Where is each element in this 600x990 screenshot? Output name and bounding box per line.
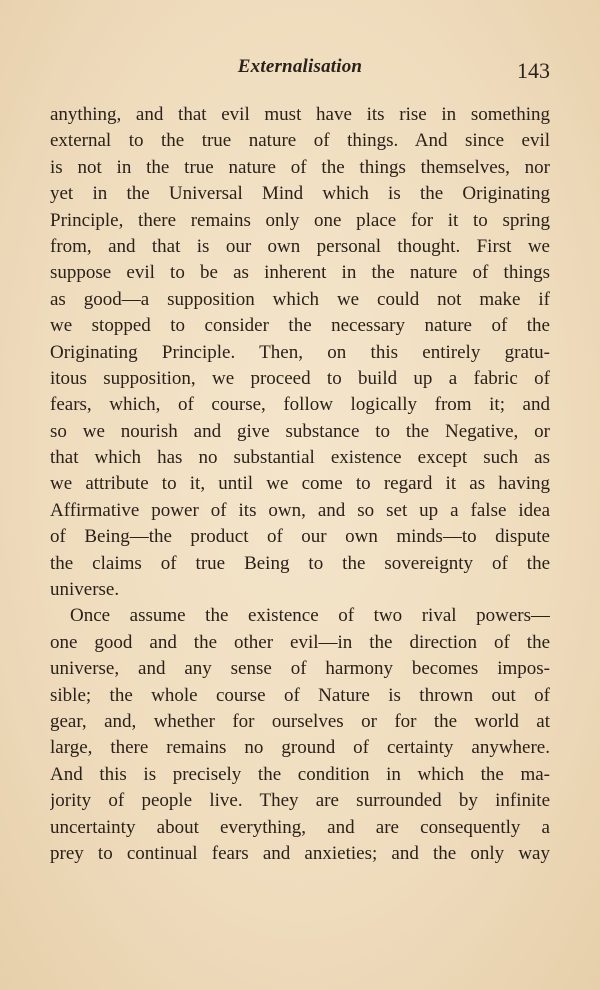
page-number: 143: [517, 58, 550, 83]
text-line: And this is precisely the condition in which the ma-: [50, 763, 550, 785]
text-line: universe.: [50, 579, 120, 601]
text-line: suppose evil to be as inherent in the nature of things: [50, 262, 550, 284]
text-line: universe, and any sense of harmony becomes impos-: [50, 658, 550, 680]
text-line: prey to continual fears and anxieties; and the only way: [50, 842, 550, 864]
running-head: [50, 56, 550, 86]
text-line: anything, and that evil must have its rise in something: [50, 104, 550, 125]
text-line: so we nourish and give substance to the Negative, or: [50, 420, 550, 442]
text-line: of Being—the product of our own minds—to dispute: [50, 526, 550, 548]
text-line: jority of people live. They are surrounded by infinite: [50, 790, 550, 812]
text-line: is not in the true nature of the things themselves, nor: [50, 156, 550, 178]
text-line: one good and the other evil—in the direction of the: [50, 631, 550, 653]
paragraph-1: [50, 102, 550, 603]
text-line: fears, which, of course, follow logically from it; and: [50, 394, 550, 416]
body-text: [50, 102, 550, 867]
text-line: that which has no substantial existence except such as: [50, 447, 550, 469]
running-title: Externalisation: [237, 56, 363, 77]
text-line: large, there remains no ground of certainty anywhere.: [50, 737, 550, 759]
text-line: the claims of true Being to the sovereignty of the: [50, 552, 550, 574]
text-line: Originating Principle. Then, on this entirely gratu-: [50, 341, 550, 363]
text-line: external to the true nature of things. And since evil: [50, 130, 550, 152]
text-line: we attribute to it, until we come to regard it as having: [50, 473, 550, 495]
text-line: itous supposition, we proceed to build up a fabric of: [50, 367, 550, 389]
text-line: Affirmative power of its own, and so set up a false idea: [50, 499, 550, 521]
text-line: from, and that is our own personal thought. First we: [50, 235, 550, 257]
text-line: gear, and, whether for ourselves or for the world at: [50, 710, 550, 732]
text-line: yet in the Universal Mind which is the Originating: [50, 183, 550, 205]
text-line: we stopped to consider the necessary nature of the: [50, 315, 550, 337]
text-line: Once assume the existence of two rival powers—: [70, 605, 550, 627]
text-line: sible; the whole course of Nature is thrown out of: [50, 684, 550, 706]
text-line: Principle, there remains only one place for it to spring: [50, 209, 550, 231]
text-line: as good—a supposition which we could not make if: [50, 288, 550, 310]
paragraph-2: [50, 603, 550, 867]
text-line: uncertainty about everything, and are consequently a: [50, 816, 550, 838]
